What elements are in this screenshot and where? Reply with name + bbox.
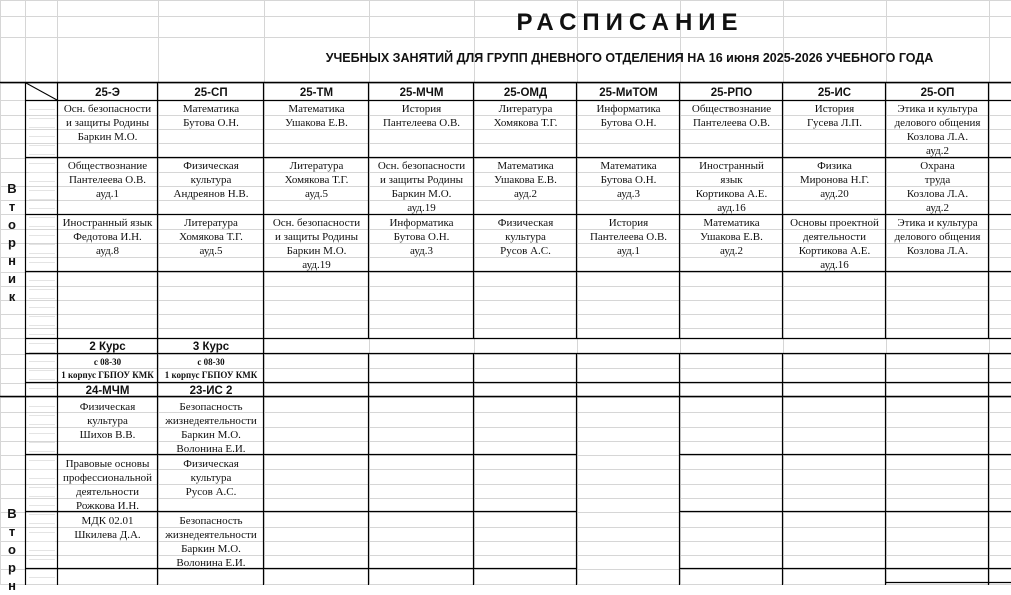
lesson-cell-line: ауд.2 (926, 145, 949, 157)
lesson-cell-line: делового общения (894, 117, 981, 129)
group-header: 24-МЧМ (85, 385, 130, 397)
lesson-cell-line: Кортикова А.Е. (695, 188, 768, 200)
day-letter: и (8, 271, 16, 286)
lesson-cell-line: деятельности (803, 231, 866, 243)
lesson-cell-line: ауд.1 (617, 245, 640, 257)
lesson-cell-line: Иностранный язык (62, 217, 153, 229)
lesson-cell-line: жизнедеятельности (165, 529, 257, 541)
group-header: 23-ИС 2 (189, 385, 233, 397)
day-label-tuesday-2 (1, 505, 23, 595)
lesson-cell-line: Пантелеева О.В. (68, 174, 147, 186)
lesson-cell-line: Пантелеева О.В. (589, 231, 668, 243)
lesson-cell-line: труда (924, 174, 951, 186)
lesson-cell-line: ауд.2 (926, 202, 949, 214)
day-letter: В (7, 506, 17, 521)
lesson-cell-line: ауд.16 (820, 259, 849, 271)
lesson-cell-line: ауд.2 (720, 245, 743, 257)
group-header: 25-МиТОМ (599, 87, 658, 99)
lesson-cell-line: делового общения (894, 231, 981, 243)
lesson-cell-line: Бутова О.Н. (183, 117, 239, 129)
lesson-cell-line: Баркин М.О. (181, 429, 241, 441)
course-place: 1 корпус ГБПОУ КМК (164, 370, 258, 380)
lesson-cell-line: ауд.5 (305, 188, 328, 200)
lesson-cell-line: Козлова Л.А. (906, 188, 969, 200)
course-time: с 08-30 (93, 357, 122, 367)
course-label: 3 Курс (192, 341, 230, 353)
lesson-cell-line: Бутова О.Н. (600, 174, 657, 186)
lesson-cell-line: Русов А.С. (500, 245, 551, 257)
lesson-cell-line: и защиты Родины (380, 174, 463, 186)
lesson-cell-line: ауд.3 (617, 188, 640, 200)
lesson-cell-line: Математика (497, 160, 554, 172)
lesson-cell-line: и защиты Родины (275, 231, 358, 243)
lesson-cell-line: Гусева Л.П. (807, 117, 862, 129)
lesson-cell-line: ауд.1 (96, 188, 119, 200)
lesson-cell-line: Баркин М.О. (181, 543, 241, 555)
lesson-cell-line: ауд.3 (410, 245, 433, 257)
lesson-cell-line: ауд.8 (96, 245, 119, 257)
lesson-cell-line: Иностранный (699, 160, 764, 172)
lesson-cell-line: Литература (498, 103, 553, 115)
lesson-cell-line: Физическая (497, 217, 554, 229)
lesson-cell-line: МДК 02.01 (81, 515, 134, 527)
course-label: 2 Курс (89, 341, 126, 353)
lesson-cell-line: Безопасность (179, 401, 243, 413)
page-subtitle: УЧЕБНЫХ ЗАНЯТИЙ ДЛЯ ГРУПП ДНЕВНОГО ОТДЕЛЕНИЯ НА 16 июня 2025-2026 УЧЕБНОГО ГОДА (325, 51, 934, 65)
lesson-cell-line: Андреянов Н.В. (173, 188, 249, 200)
lesson-cell-line: жизнедеятельности (165, 415, 257, 427)
lesson-cell-line: История (814, 103, 855, 115)
lesson-cell-line: деятельности (76, 486, 139, 498)
lesson-cell-line: История (608, 217, 649, 229)
course-place: 1 корпус ГБПОУ КМК (61, 370, 154, 380)
day-letter: р (8, 235, 16, 250)
group-header: 25-МЧМ (399, 87, 444, 99)
lesson-cell-line: Литература (289, 160, 344, 172)
page-title: РАСПИСАНИЕ (516, 9, 744, 36)
lesson-cell-line: ауд.20 (820, 188, 849, 200)
lesson-cell-line: Пантелеева О.В. (692, 117, 771, 129)
course-time: с 08-30 (197, 357, 225, 367)
lesson-cell-line: Информатика (596, 103, 661, 115)
lesson-cell-line: Рожкова И.Н. (75, 500, 140, 512)
day-letter: т (8, 524, 16, 539)
lesson-cell-line: Шкилева Д.А. (74, 529, 141, 541)
lesson-cell-line: Хомякова Т.Г. (284, 174, 349, 186)
lesson-cell-line: Осн. безопасности (63, 103, 152, 115)
day-letter: т (8, 199, 16, 214)
lesson-cell-line: Безопасность (179, 515, 243, 527)
group-header: 25-ТМ (299, 87, 334, 99)
lesson-cell-line: Осн. безопасности (272, 217, 361, 229)
group-header: 25-СП (194, 87, 228, 99)
lesson-cell-line: Математика (182, 103, 240, 115)
lesson-cell-line: Информатика (389, 217, 454, 229)
day-letter: н (8, 578, 16, 593)
lesson-cell-line: Основы проектной (790, 217, 879, 229)
lesson-cell-line: культура (505, 231, 546, 243)
lesson-cell-line: и защиты Родины (66, 117, 149, 129)
lesson-cell-line: Охрана (920, 160, 955, 172)
lesson-cell-line: Математика (703, 217, 760, 229)
lesson-cell-line: Математика (600, 160, 657, 172)
lesson-cell-line: ауд.19 (302, 259, 331, 271)
lesson-cell-line: Бутова О.Н. (393, 231, 450, 243)
lesson-cell-line: Математика (288, 103, 345, 115)
lesson-cell-line: Баркин М.О. (77, 131, 138, 143)
lesson-cell-line: Миронова Н.Г. (799, 174, 870, 186)
lesson-cell-line: Федотова И.Н. (73, 231, 142, 243)
lesson-cell-line: Этика и культура (897, 217, 978, 229)
lesson-cell-line: Обществознание (67, 160, 148, 172)
day-label-tuesday (1, 180, 23, 306)
group-header: 25-Э (95, 87, 120, 99)
lesson-cell-line: культура (190, 174, 232, 186)
lesson-cell-line: Баркин М.О. (391, 188, 452, 200)
lesson-cell-line: культура (87, 415, 128, 427)
lesson-cell-line: культура (190, 472, 232, 484)
day-letter: н (8, 253, 16, 268)
lesson-cell-line: ауд.16 (717, 202, 746, 214)
group-header: 25-ИС (817, 87, 852, 99)
lesson-cell-line: Физика (817, 160, 852, 172)
lesson-cell-line: Баркин М.О. (286, 245, 347, 257)
group-header: 25-ОП (920, 87, 955, 99)
lesson-cell-line: Кортикова А.Е. (798, 245, 871, 257)
lesson-cell-line: ауд.19 (407, 202, 436, 214)
day-letter: р (8, 560, 16, 575)
lesson-cell-line: язык (720, 174, 743, 186)
lesson-cell-line: Ушакова Е.В. (494, 174, 557, 186)
lesson-cell-line: Хомякова Т.Г. (493, 117, 558, 129)
lesson-cell-line: Волонина Е.И. (176, 557, 246, 569)
lesson-cell-line: Хомякова Т.Г. (179, 231, 243, 243)
lesson-cell-line: История (401, 103, 442, 115)
lesson-cell-line: Волонина Е.И. (176, 443, 246, 455)
lesson-cell-line: ауд.2 (514, 188, 537, 200)
day-letter: о (8, 542, 16, 557)
group-header: 25-РПО (710, 87, 753, 99)
day-letter: В (7, 181, 17, 196)
day-letter: о (8, 217, 16, 232)
day-letter: к (8, 289, 16, 304)
lesson-cell-line: Козлова Л.А. (906, 131, 969, 143)
lesson-cell-line: Правовые основы (65, 458, 150, 470)
group-header: 25-ОМД (503, 87, 548, 99)
lesson-cell-line: Физическая (79, 401, 136, 413)
lesson-cell-line: Литература (184, 217, 238, 229)
lesson-cell-line: профессиональной (63, 472, 152, 484)
lesson-cell-line: Шихов В.В. (79, 429, 136, 441)
lesson-cell-line: Обществознание (691, 103, 772, 115)
lesson-cell-line: Физическая (183, 458, 239, 470)
lesson-cell-line: Этика и культура (897, 103, 978, 115)
lesson-cell-line: Бутова О.Н. (600, 117, 657, 129)
lesson-cell-line: Русов А.С. (185, 486, 237, 498)
lesson-cell-line: Пантелеева О.В. (382, 117, 461, 129)
lesson-cell-line: Физическая (183, 160, 239, 172)
lesson-cell-line: ауд.5 (199, 245, 223, 257)
lesson-cell-line: Ушакова Е.В. (285, 117, 348, 129)
lesson-cell-line: Козлова Л.А. (906, 245, 969, 257)
lesson-cell-line: Осн. безопасности (377, 160, 466, 172)
lesson-cell-line: Ушакова Е.В. (700, 231, 763, 243)
